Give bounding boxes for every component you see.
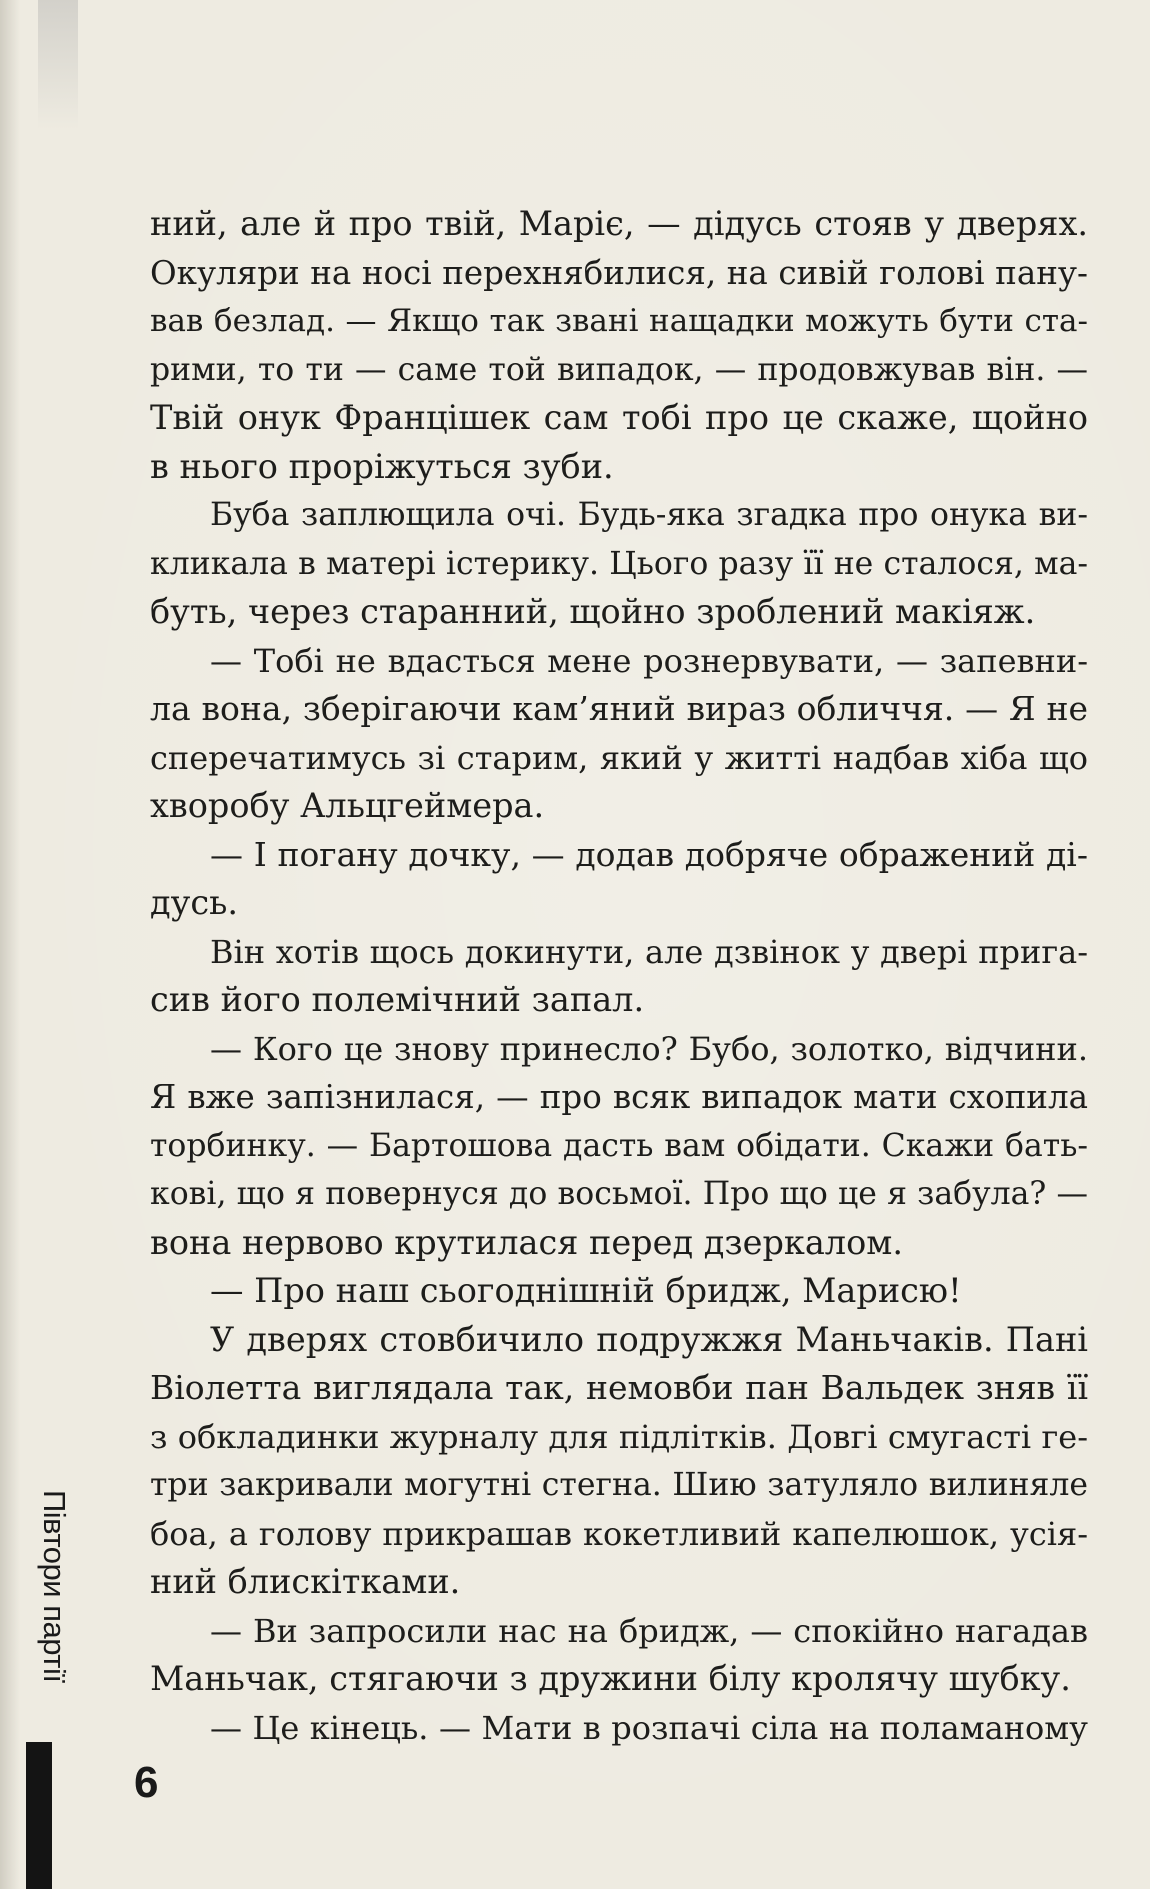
- text-line: в нього проріжуться зуби.: [150, 446, 614, 486]
- text-line: — Тобі не вдасться мене рознервувати, — запевни-: [210, 641, 1088, 680]
- text-line: Буба заплющила очі. Будь-яка згадка про онука ви-: [210, 497, 1088, 533]
- text-line: вона нервово крутилася перед дзеркалом.: [150, 1222, 903, 1262]
- text-line: Він хотів щось докинути, але дзвінок у двері прига-: [210, 932, 1088, 971]
- text-line: Віолетта виглядала так, немовби пан Вальдек зняв її: [150, 1368, 1088, 1407]
- text-line: ла вона, зберігаючи кам’яний вираз обличчя. — Я не: [150, 689, 1088, 728]
- text-line: — Ви запросили нас на бридж, — спокійно нагадав: [210, 1611, 1088, 1650]
- text-line: дусь.: [150, 883, 238, 922]
- page-gutter-shadow: [0, 0, 20, 1889]
- spine-mark: [38, 0, 78, 130]
- text-line: торбинку. — Бартошова дасть вам обідати. Скажи бать-: [150, 1127, 1088, 1164]
- body-text: [150, 200, 1088, 1752]
- text-line: три закривали могутні стегна. Шию затуляло вилиняле: [150, 1467, 1088, 1503]
- text-line: хворобу Альцгеймера.: [150, 786, 545, 825]
- text-line: Я вже запізнилася, — про всяк випадок мати схопила: [150, 1078, 1088, 1116]
- text-line: Маньчак, стягаючи з дружини білу кролячу шубку.: [150, 1659, 1071, 1698]
- running-head-label: Півтори партії: [37, 1490, 72, 1683]
- spine-bar: [26, 1742, 52, 1889]
- text-line: боа, а голову прикрашав кокетливий капелюшок, усія-: [150, 1514, 1088, 1553]
- text-line: — Кого це знову принесло? Бубо, золотко, відчини.: [210, 1029, 1088, 1068]
- text-line: ний, але й про твій, Марiє, — дідусь стояв у дверях.: [150, 204, 1088, 243]
- text-line: кові, що я повернуся до восьмої. Про що це я забула? —: [150, 1176, 1088, 1212]
- text-line: Твій онук Францішек сам тобі про це скаже, щойно: [150, 398, 1088, 437]
- text-line: — Про наш сьогоднішній бридж, Марисю!: [210, 1271, 962, 1310]
- text-line: сперечатимусь зі старим, який у житті надбав хіба що: [150, 738, 1088, 777]
- text-line: з обкладинки журналу для підлітків. Довгі смугасті ге-: [150, 1417, 1088, 1456]
- text-line: Окуляри на носі перехнябилися, на сивій голові пану-: [150, 253, 1088, 292]
- text-line: сив його полемічний запал.: [150, 980, 645, 1019]
- page-number: 6: [134, 1758, 159, 1807]
- text-line: буть, через старанний, щойно зроблений макіяж.: [150, 592, 1036, 631]
- text-line: рими, то ти — саме той випадок, — продовжував він. —: [150, 351, 1088, 388]
- text-line: — І погану дочку, — додав добряче ображений ді-: [210, 834, 1088, 874]
- text-line: У дверях стовбичило подружжя Маньчаків. Пані: [210, 1319, 1088, 1359]
- text-line: ний блискітками.: [150, 1562, 461, 1601]
- text-line: вав безлад. — Якщо так звані нащадки можуть бути ста-: [150, 303, 1088, 339]
- text-line: — Це кінець. — Мати в розпачі сіла на поламаному: [210, 1708, 1088, 1747]
- text-line: кликала в матері істерику. Цього разу її не сталося, ма-: [150, 545, 1088, 582]
